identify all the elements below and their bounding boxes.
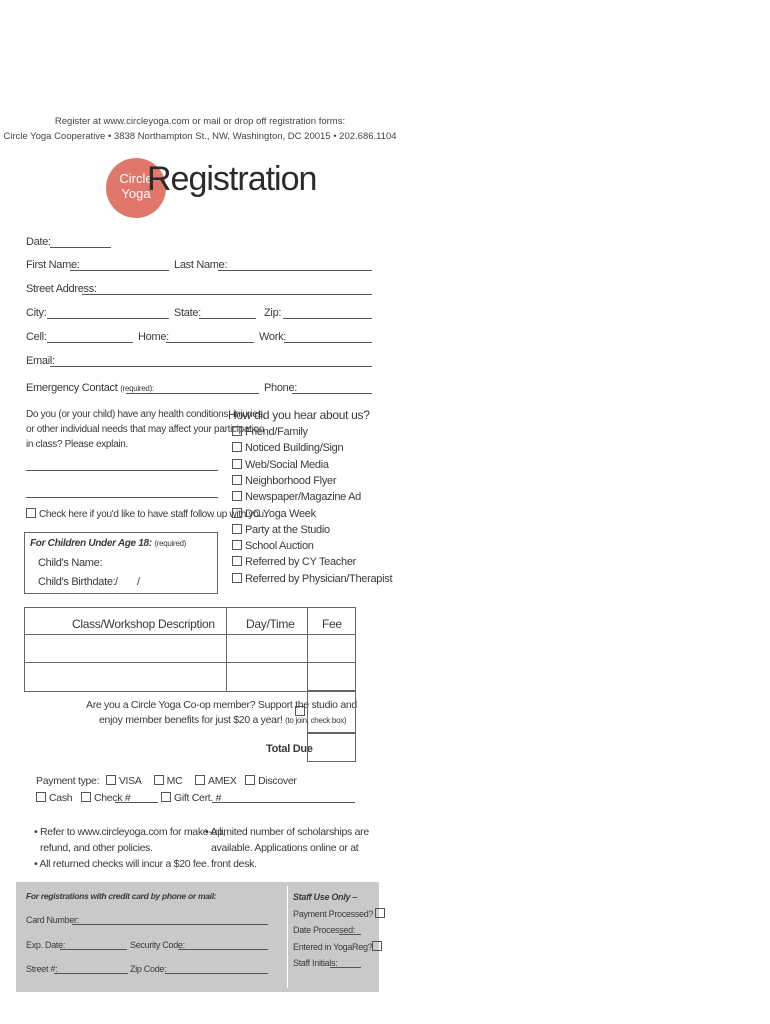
scholarship-note-1: • A limited number of scholarships are (205, 826, 369, 838)
hear-option-checkbox[interactable] (232, 556, 242, 566)
discover-checkbox[interactable] (245, 775, 255, 785)
exp-date-field[interactable] (60, 949, 127, 950)
payment-processed-label: Payment Processed? (293, 908, 388, 919)
first-name-label: First Name: (26, 259, 80, 271)
hear-option-checkbox[interactable] (232, 426, 242, 436)
hear-option-checkbox[interactable] (232, 573, 242, 583)
member-question-line-1: Are you a Circle Yoga Co-op member? Support the studio and (86, 699, 357, 711)
phone-field[interactable] (292, 393, 372, 394)
hear-about-us-question: How did you hear about us? (228, 408, 370, 422)
hear-option[interactable] (232, 508, 316, 520)
amex-checkbox[interactable] (195, 775, 205, 785)
payment-method-row: Cash Check # (36, 792, 130, 804)
panel-divider (287, 886, 288, 988)
hear-option-label: Noticed Building/Sign (245, 442, 344, 455)
check-checkbox[interactable] (81, 792, 91, 802)
hear-option-label: Neighborhood Flyer (245, 474, 337, 487)
hear-option-label: School Auction (245, 540, 314, 553)
state-label: State: (174, 307, 201, 319)
follow-up-checkbox[interactable] (26, 508, 36, 518)
health-answer-line-2[interactable] (26, 497, 218, 498)
card-number-label: Card Number: (26, 915, 79, 925)
hear-option[interactable] (232, 459, 329, 471)
gift-cert-checkbox[interactable] (161, 792, 171, 802)
cell-field[interactable] (47, 342, 133, 343)
birthdate-slash-2: / (137, 576, 140, 588)
childs-birthdate-label: Child's Birthdate: (38, 576, 116, 588)
security-code-label: Security Code: (130, 940, 185, 950)
zip-code-label: Zip Code: (130, 964, 167, 974)
hear-option-label: Friend/Family (245, 426, 308, 438)
circle-yoga-logo: Circle Yoga (106, 158, 166, 218)
date-label: Date: (26, 236, 51, 248)
hear-option[interactable] (232, 556, 356, 568)
hear-option[interactable] (232, 426, 308, 438)
mc-checkbox[interactable] (154, 775, 164, 785)
hear-option-label: Web/Social Media (245, 458, 329, 471)
zip-label: Zip: (264, 307, 282, 319)
visa-checkbox[interactable] (106, 775, 116, 785)
city-field[interactable] (47, 318, 169, 319)
hear-option[interactable] (232, 475, 336, 487)
hear-option-checkbox[interactable] (232, 459, 242, 469)
header-line-1: Register at www.circleyoga.com or mail or drop off registration forms: (54, 116, 346, 127)
table-header-description: Class/Workshop Description (72, 617, 215, 631)
hear-option[interactable] (232, 573, 392, 585)
children-heading: For Children Under Age 18: (required) (30, 538, 187, 549)
scholarship-note-2: available. Applications online or at (211, 842, 359, 854)
health-answer-line-1[interactable] (26, 470, 218, 471)
table-row[interactable] (25, 635, 226, 662)
health-question-line-1: Do you (or your child) have any health conditions, injuries, (26, 409, 265, 420)
last-name-label: Last Name: (174, 259, 228, 271)
member-fee-box[interactable] (307, 690, 356, 734)
hear-option-checkbox[interactable] (232, 442, 242, 452)
table-divider-1 (226, 607, 227, 691)
check-number-field[interactable] (115, 802, 158, 803)
hear-option[interactable] (232, 524, 330, 536)
table-header-fee: Fee (322, 617, 342, 631)
street-number-label: Street #: (26, 964, 58, 974)
hear-option-checkbox[interactable] (232, 475, 242, 485)
hear-option-checkbox[interactable] (232, 524, 242, 534)
street-number-field[interactable] (54, 973, 128, 974)
health-question-line-2: or other individual needs that may affect your participation (26, 424, 265, 435)
policy-note-3: • All returned checks will incur a $20 fee. (34, 858, 210, 870)
header-line-2: Circle Yoga Cooperative • 3838 Northampton St., NW, Washington, DC 20015 • 202.686.1104 (3, 131, 397, 142)
street-address-label: Street Address: (26, 283, 97, 295)
hear-option-label: Newspaper/Magazine Ad (245, 491, 361, 504)
emergency-contact-field[interactable] (126, 393, 259, 394)
card-heading: For registrations with credit card by phone or mail: (26, 891, 217, 901)
total-due-label: Total Due (266, 743, 313, 755)
health-question-line-3: in class? Please explain. (26, 439, 129, 450)
staff-initials-label: Staff Initials: (293, 958, 338, 968)
table-row[interactable] (25, 663, 226, 690)
payment-type-row: Payment type: VISA MC AMEX Discover (36, 775, 297, 787)
childs-name-label: Child's Name: (38, 557, 103, 569)
page-title: Registration (147, 160, 317, 198)
gift-cert-row: Gift Cert. # (161, 792, 221, 804)
hear-option-checkbox[interactable] (232, 508, 242, 518)
hear-option-checkbox[interactable] (232, 540, 242, 550)
hear-option[interactable] (232, 540, 314, 552)
scholarship-note-3: front desk. (211, 858, 257, 870)
hear-option-label: Referred by CY Teacher (245, 556, 357, 569)
birthdate-slash-1: / (115, 576, 118, 588)
card-number-field[interactable] (72, 924, 268, 925)
hear-option[interactable] (232, 442, 343, 454)
hear-option-checkbox[interactable] (232, 491, 242, 501)
work-field[interactable] (284, 342, 372, 343)
staff-initials-field[interactable] (330, 967, 361, 968)
cash-checkbox[interactable] (36, 792, 46, 802)
exp-date-label: Exp. Date: (26, 940, 66, 950)
email-field[interactable] (50, 366, 372, 367)
date-field[interactable] (50, 247, 111, 248)
street-address-field[interactable] (82, 294, 372, 295)
work-label: Work: (259, 331, 287, 343)
zip-code-field[interactable] (165, 973, 268, 974)
date-processed-label: Date Processed: (293, 925, 356, 935)
phone-label: Phone: (264, 382, 298, 394)
payment-processed-checkbox[interactable] (375, 908, 385, 918)
hear-option-label: DC Yoga Week (245, 507, 316, 520)
member-question-line-2: enjoy member benefits for just $20 a year! (to join, check box) (99, 714, 347, 726)
hear-option[interactable] (232, 491, 361, 503)
gift-cert-field[interactable] (212, 802, 355, 803)
last-name-field[interactable] (218, 270, 372, 271)
total-due-box[interactable] (307, 732, 356, 762)
entered-yogareg-checkbox[interactable] (372, 941, 382, 951)
home-field[interactable] (166, 342, 254, 343)
member-checkbox[interactable] (295, 706, 305, 716)
state-field[interactable] (199, 318, 256, 319)
policy-note-2: refund, and other policies. (40, 842, 153, 854)
zip-field[interactable] (283, 318, 372, 319)
hear-option-label: Party at the Studio (245, 523, 330, 536)
email-label: Email: (26, 355, 55, 367)
table-header-daytime: Day/Time (246, 617, 295, 631)
security-code-field[interactable] (178, 949, 268, 950)
table-divider-2 (307, 607, 308, 691)
follow-up-checkbox-row[interactable]: Check here if you'd like to have staff follow up with you. (26, 508, 266, 520)
cell-label: Cell: (26, 331, 47, 343)
staff-heading: Staff Use Only – (293, 892, 358, 902)
policy-note-1: • Refer to www.circleyoga.com for make-up, (34, 826, 226, 838)
home-label: Home: (138, 331, 169, 343)
date-processed-field[interactable] (339, 934, 361, 935)
city-label: City: (26, 307, 47, 319)
first-name-field[interactable] (70, 270, 169, 271)
hear-option-label: Referred by Physician/Therapist (245, 572, 393, 585)
entered-yogareg-label: Entered in YogaReg? (293, 941, 385, 952)
emergency-contact-label: Emergency Contact (required): (26, 382, 154, 394)
